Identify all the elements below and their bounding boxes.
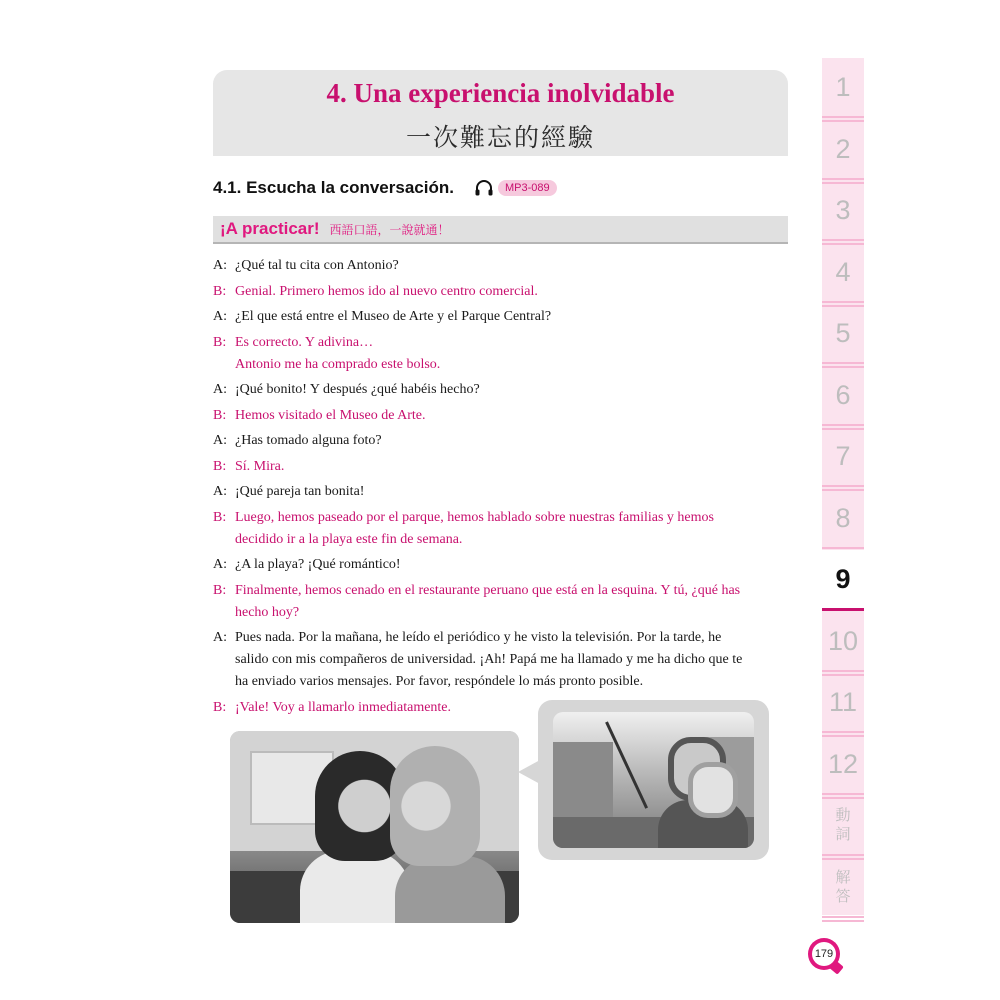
dialogue-text [235, 507, 778, 551]
chapter-tab-9[interactable] [822, 550, 864, 611]
chapter-tab-label: 6 [835, 379, 851, 410]
dialogue-text [235, 281, 778, 303]
dialogue-text [235, 554, 778, 576]
dialogue-line [213, 332, 778, 376]
dialogue-speaker: A: [213, 484, 227, 499]
dialogue-speaker: B: [213, 283, 227, 299]
chapter-tab-label: 8 [835, 502, 851, 533]
photo-couple-selfie [553, 712, 754, 848]
dialogue-line [213, 379, 778, 401]
appendix-tab[interactable] [822, 858, 864, 916]
dialogue-text-line: Hemos visitado el Museo de Arte. [235, 407, 426, 423]
chapter-tab-label: 12 [827, 748, 859, 779]
dialogue-text-line: Sí. Mira. [235, 458, 285, 474]
chapter-title-box [213, 70, 788, 156]
dialogue-text [235, 405, 778, 427]
chapter-tab-3[interactable] [822, 181, 864, 239]
dialogue-speaker: A: [213, 309, 227, 324]
dialogue-line [213, 481, 778, 503]
dialogue-speaker: B: [213, 407, 227, 423]
chapter-tab-label: 1 [835, 72, 851, 102]
appendix-tab-label: 解答 [835, 867, 851, 905]
dialogue-text [235, 379, 778, 401]
dialogue-text [235, 332, 778, 376]
dialogue-line [213, 405, 778, 427]
chapter-tab-6[interactable] [822, 366, 864, 424]
dialogue-text-line: ¿Has tomado alguna foto? [235, 433, 382, 448]
dialogue-text [235, 306, 778, 328]
audio-track-badge[interactable]: MP3-089 [498, 180, 557, 196]
chapter-tab-label: 5 [835, 318, 851, 348]
page-number: 179 [812, 942, 836, 966]
dialogue-speaker: A: [213, 382, 227, 397]
dialogue-speaker: A: [213, 557, 227, 572]
dialogue-line [213, 456, 778, 478]
section-heading-text: 4.1. Escucha la conversación. [213, 178, 454, 197]
dialogue-text [235, 627, 778, 693]
photo-two-women-whispering [230, 731, 519, 923]
dialogue-text-line: Finalmente, hemos cenado en el restaurante peruano que está en la esquina. Y tú, ¿qué has [235, 582, 741, 598]
chapter-tab-10[interactable] [822, 612, 864, 670]
chapter-tab-8[interactable] [822, 489, 864, 547]
dialogue-line [213, 255, 778, 277]
chapter-tabs [822, 58, 864, 915]
chapter-tab-2[interactable] [822, 120, 864, 178]
dialogue-line [213, 580, 778, 624]
dialogue-text-line: ¿Qué tal tu cita con Antonio? [235, 258, 399, 273]
dialogue-speaker: A: [213, 433, 227, 448]
dialogue-text-line: salido con mis compañeros de universidad. ¡Ah! Papá me ha llamado y me ha dicho que te [235, 652, 743, 667]
dialogue-text-line: Pues nada. Por la mañana, he leído el periódico y he visto la televisión. Por la tarde, he [235, 630, 722, 645]
section-heading [213, 176, 557, 200]
chapter-tab-label: 7 [835, 441, 851, 471]
chapter-tab-11[interactable] [822, 673, 864, 731]
dialogue [213, 255, 778, 722]
headphones-icon[interactable] [474, 179, 494, 197]
dialogue-line [213, 627, 778, 693]
dialogue-line [213, 507, 778, 551]
appendix-tab[interactable] [822, 796, 864, 854]
chapter-tab-1[interactable] [822, 58, 864, 116]
chapter-tab-5[interactable] [822, 304, 864, 362]
dialogue-text-line: hecho hoy? [235, 604, 300, 620]
dialogue-text-line: Es correcto. Y adivina… [235, 334, 374, 350]
page-title-chinese: 一次難忘的經驗 [405, 123, 595, 152]
dialogue-speaker: B: [213, 582, 227, 598]
speech-bubble-tail [518, 760, 540, 784]
dialogue-text [235, 430, 778, 452]
appendix-tab-label: 動詞 [835, 806, 851, 843]
chapter-tab-label: 4 [835, 256, 851, 287]
page-number-badge [808, 938, 840, 970]
chapter-tab-label: 9 [835, 564, 851, 594]
dialogue-text-line: decidido ir a la playa este fin de semana. [235, 531, 463, 547]
dialogue-text-line: ¡Qué pareja tan bonita! [235, 484, 365, 499]
practice-subtitle: 西語口語，一說就通！ [329, 222, 450, 237]
dialogue-line [213, 554, 778, 576]
dialogue-speaker: B: [213, 458, 227, 474]
chapter-tab-label: 11 [828, 687, 858, 717]
dialogue-text-line: Genial. Primero hemos ido al nuevo centro comercial. [235, 283, 538, 299]
dialogue-text-line: ha enviado varios mensajes. Por favor, respóndele lo más pronto posible. [235, 674, 644, 689]
dialogue-text [235, 255, 778, 277]
dialogue-speaker: A: [213, 258, 227, 273]
dialogue-line [213, 281, 778, 303]
chapter-tab-7[interactable] [822, 427, 864, 485]
practice-title: ¡A practicar! [220, 219, 320, 238]
chapter-tab-label: 10 [827, 625, 859, 656]
dialogue-text-line: Luego, hemos paseado por el parque, hemos hablado sobre nuestras familias y hemos [235, 509, 714, 525]
dialogue-speaker: B: [213, 509, 227, 525]
dialogue-text-line: ¡Qué bonito! Y después ¿qué habéis hecho? [235, 382, 480, 397]
dialogue-text-line: ¿A la playa? ¡Qué romántico! [235, 557, 401, 572]
dialogue-text [235, 481, 778, 503]
dialogue-line [213, 306, 778, 328]
dialogue-speaker: B: [213, 699, 227, 715]
practice-bar [213, 216, 788, 244]
dialogue-text-line: ¿El que está entre el Museo de Arte y el Parque Central? [235, 309, 552, 324]
dialogue-text-line: Antonio me ha comprado este bolso. [235, 356, 441, 372]
chapter-tab-4[interactable] [822, 243, 864, 301]
dialogue-text [235, 580, 778, 624]
chapter-tab-label: 2 [835, 133, 851, 164]
page-title: 4. Una experiencia inolvidable [326, 78, 675, 108]
dialogue-text [235, 456, 778, 478]
dialogue-line [213, 430, 778, 452]
dialogue-text-line: ¡Vale! Voy a llamarlo inmediatamente. [235, 699, 452, 715]
chapter-tab-label: 3 [835, 195, 851, 225]
dialogue-speaker: B: [213, 334, 227, 350]
dialogue-speaker: A: [213, 630, 227, 645]
chapter-tab-12[interactable] [822, 735, 864, 793]
